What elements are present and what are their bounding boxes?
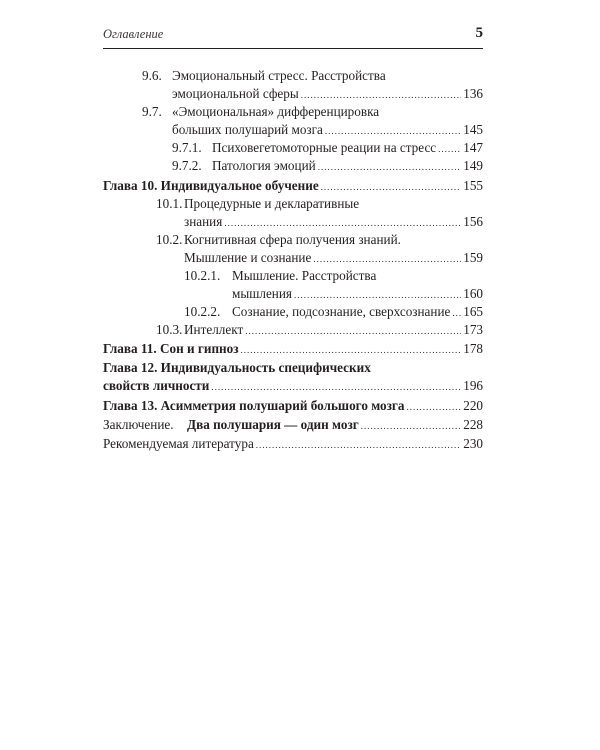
toc-entry-title: Психовегетомоторные реации на стресс: [212, 140, 437, 155]
toc-entry-title: Глава 13. Асимметрия полушарий большого мозга: [103, 398, 405, 413]
toc-entry-title: мышления: [232, 286, 292, 301]
toc-entry-number: 10.1.: [156, 196, 183, 211]
toc-entry-10-2-2[interactable]: [184, 303, 483, 321]
toc-entry-page: 149: [463, 158, 483, 173]
toc-entry-title: свойств личности: [103, 378, 210, 393]
toc-entry-9-7-1[interactable]: [172, 139, 483, 157]
toc-entry-page: 230: [463, 436, 483, 451]
toc-entry-number: 9.6.: [142, 68, 162, 83]
toc-entry-title: эмоциональной сферы: [172, 86, 299, 101]
toc-leader-dots: [313, 249, 461, 268]
toc-entry-10-1-cont[interactable]: [184, 213, 483, 231]
toc-entry-number: 10.2.2.: [184, 304, 221, 319]
toc-entry-10-3[interactable]: [156, 321, 483, 339]
toc-entry-title: Интеллект: [184, 322, 244, 337]
toc-entry-number: 9.7.2.: [172, 158, 202, 173]
toc-leader-dots: [294, 285, 461, 304]
toc-chapter-13[interactable]: [103, 397, 483, 415]
toc-entry-page: 136: [463, 86, 483, 101]
toc-entry-title: Рекомендуемая литература: [103, 436, 254, 451]
toc-entry-title: больших полушарий мозга: [172, 122, 323, 137]
toc-entry-number: 9.7.1.: [172, 140, 202, 155]
toc-entry-title: Глава 12. Индивидуальность специфических: [103, 360, 371, 375]
toc-leader-dots: [301, 85, 462, 104]
toc-entry-title: Два полушария — один мозг: [187, 417, 359, 432]
toc-entry-title: Сознание, подсознание, сверхсознание: [232, 304, 451, 319]
toc-entry-10-2-1-cont[interactable]: [232, 285, 483, 303]
running-head-title: Оглавление: [103, 27, 164, 41]
toc-entry-page: 220: [463, 398, 483, 413]
toc-entry-title: знания: [184, 214, 223, 229]
toc-leader-dots: [245, 321, 461, 340]
toc-leader-dots: [318, 157, 462, 176]
toc-entry-title: Эмоциональный стресс. Расстройства: [172, 68, 386, 83]
toc-entry-number: 10.2.1.: [184, 268, 221, 283]
toc-entry-title: Когнитивная сфера получения знаний.: [184, 232, 401, 247]
toc-entry-title: Мышление. Расстройства: [232, 268, 377, 283]
toc-references[interactable]: [103, 435, 483, 453]
toc-leader-dots: [325, 121, 461, 140]
toc-leader-dots: [211, 377, 461, 396]
toc-entry-page: 159: [463, 250, 483, 265]
toc-chapter-12-cont[interactable]: [103, 377, 483, 395]
toc-entry-page: 147: [463, 140, 483, 155]
toc-entry-10-1[interactable]: [156, 195, 483, 213]
toc-entry-9-6-cont[interactable]: [172, 85, 483, 103]
page-number: 5: [475, 25, 483, 41]
toc-entry-10-2-1[interactable]: [184, 267, 483, 285]
toc-entry-page: 156: [463, 214, 483, 229]
toc-entry-9-6[interactable]: [142, 67, 483, 85]
toc-leader-dots: [321, 177, 462, 196]
toc-leader-dots: [361, 416, 461, 435]
toc-entry-page: 196: [463, 378, 483, 393]
toc-entry-number: 10.3.: [156, 322, 183, 337]
toc-entry-title: Патология эмоций: [212, 158, 316, 173]
toc-leader-dots: [224, 213, 461, 232]
toc-entry-page: 145: [463, 122, 483, 137]
toc-leader-dots: [241, 340, 462, 359]
toc-entry-prefix: Заключение.: [103, 417, 174, 432]
toc-chapter-10[interactable]: [103, 177, 483, 195]
toc-entry-page: 178: [463, 341, 483, 356]
toc-leader-dots: [438, 139, 461, 158]
toc-entry-9-7-cont[interactable]: [172, 121, 483, 139]
toc-entry-page: 173: [463, 322, 483, 337]
toc-chapter-12[interactable]: [103, 359, 483, 377]
toc-entry-page: 160: [463, 286, 483, 301]
toc-entry-number: 9.7.: [142, 104, 162, 119]
toc-entry-number: 10.2.: [156, 232, 183, 247]
toc-conclusion[interactable]: [103, 416, 483, 434]
toc-entry-9-7-2[interactable]: [172, 157, 483, 175]
toc-leader-dots: [452, 303, 461, 322]
toc-entry-page: 155: [463, 178, 483, 193]
toc-entry-page: 228: [463, 417, 483, 432]
toc-chapter-11[interactable]: [103, 340, 483, 358]
toc-leader-dots: [407, 397, 462, 416]
toc-entry-title: Глава 11. Сон и гипноз: [103, 341, 239, 356]
toc-entry-10-2-cont[interactable]: [184, 249, 483, 267]
toc-entry-page: 165: [463, 304, 483, 319]
toc-entry-title: Процедурные и декларативные: [184, 196, 360, 211]
toc-entry-title: Мышление и сознание: [184, 250, 312, 265]
toc-leader-dots: [256, 435, 461, 454]
toc-entry-title: «Эмоциональная» дифференцировка: [172, 104, 380, 119]
toc-entry-10-2[interactable]: [156, 231, 483, 249]
toc-entry-title: Глава 10. Индивидуальное обучение: [103, 178, 319, 193]
toc-entry-9-7[interactable]: [142, 103, 483, 121]
